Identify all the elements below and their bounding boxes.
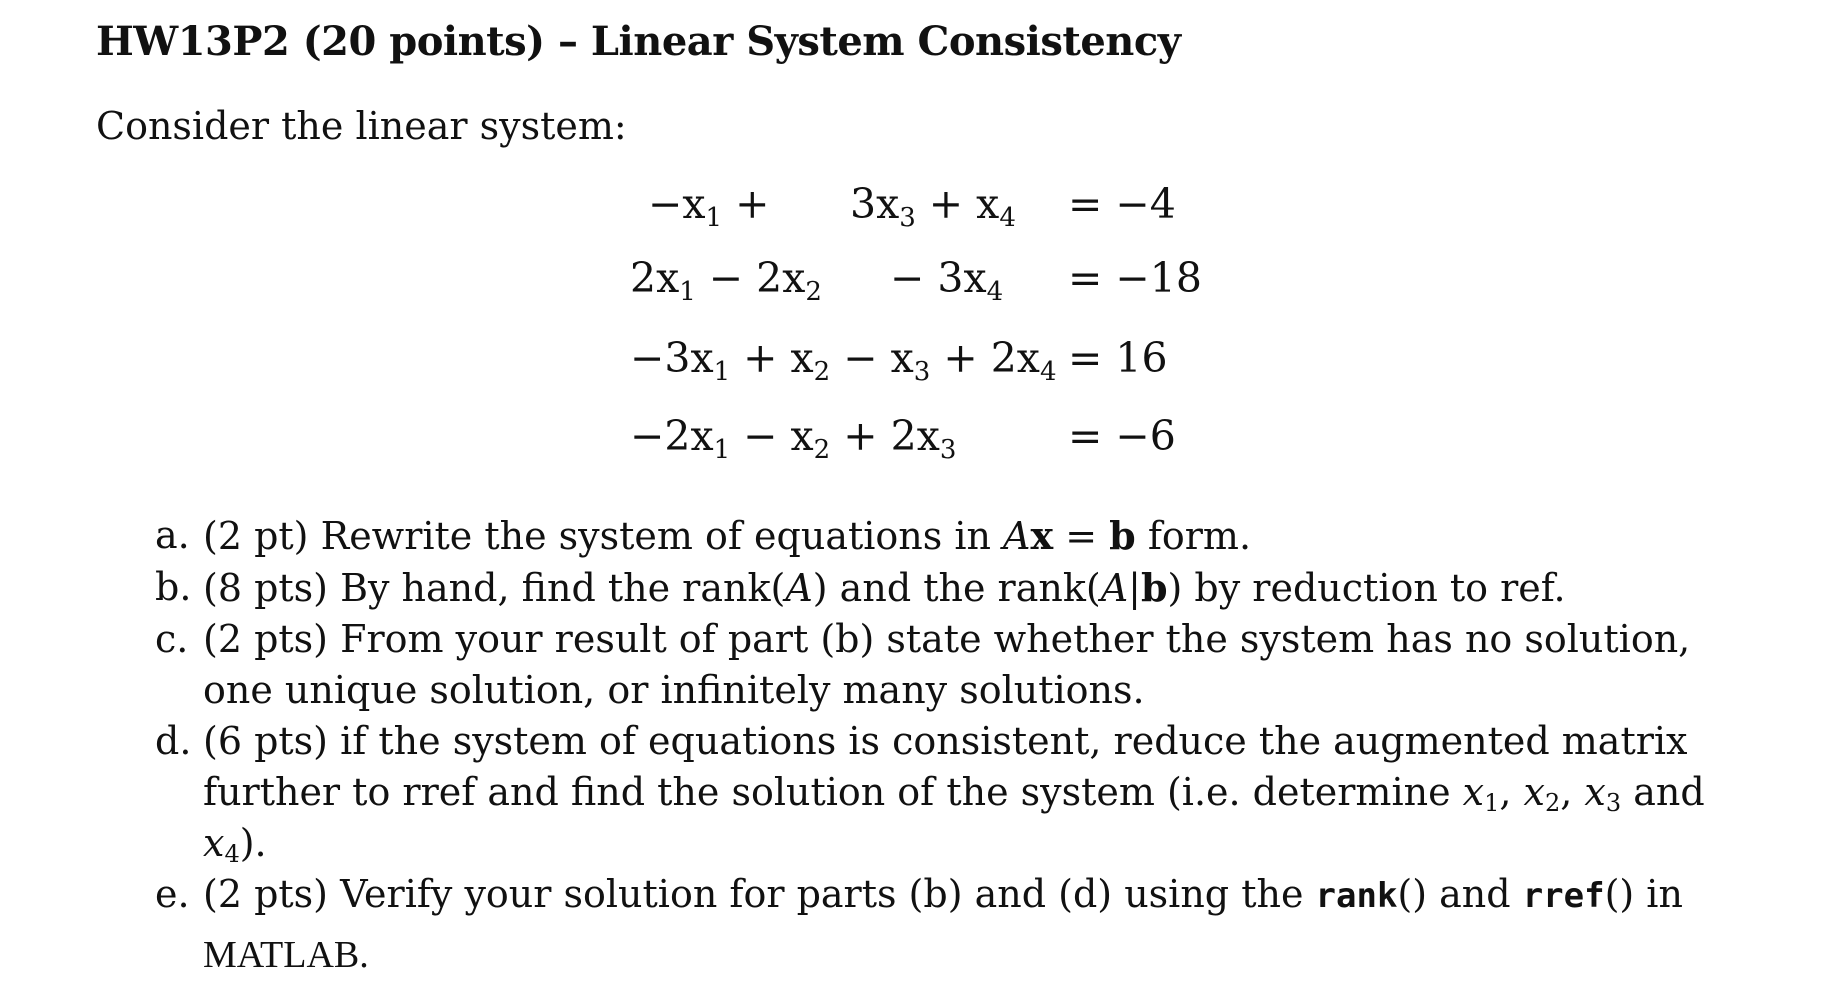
eq1-term3-text: 3x: [850, 180, 900, 228]
part-d-variables: [1462, 770, 1622, 817]
part-d-x2: x: [1523, 770, 1545, 814]
part-d-text-1: (6 pts) if the system of equations is consistent, reduce the augmented matrix further to rref and find the solution of the system (i.e. determine: [203, 719, 1688, 814]
part-d: [155, 716, 1715, 869]
part-b-text-1: (8 pts) By hand, find the rank(: [203, 566, 786, 610]
eq2-rhs: = −18: [1068, 254, 1202, 302]
part-a-text-2: form.: [1135, 514, 1252, 558]
rank-function-code: rank: [1315, 876, 1398, 916]
part-b: [155, 562, 1715, 614]
equation-4: [630, 412, 1200, 468]
part-d-x3-sub: 3: [1605, 789, 1622, 817]
eq3-term4-text: + 2x: [930, 334, 1040, 382]
eq4-term1-sub: 1: [713, 435, 731, 465]
part-c-label: c.: [155, 617, 189, 661]
eq3-term2-text: + x: [730, 334, 814, 382]
eq3-term1-text: −3x: [630, 334, 714, 382]
part-d-x1-sub: 1: [1484, 789, 1500, 817]
question-parts: [155, 510, 1715, 981]
part-e-text-3: () in: [1604, 872, 1683, 916]
eq3-term3-sub: 3: [913, 357, 931, 387]
eq2-term1-text: 2x: [630, 254, 680, 302]
part-d-label: d.: [155, 719, 192, 763]
eq3-term2-sub: 2: [813, 357, 831, 387]
part-e-text-1: (2 pts) Verify your solution for parts (b) and (d) using the: [203, 872, 1316, 916]
part-d-x3: x: [1584, 770, 1606, 814]
part-d-comma-2: ,: [1560, 770, 1585, 814]
part-e-matlab: MATLAB.: [203, 934, 369, 976]
equation-1: [640, 180, 1200, 236]
eq1-term1-text: −x: [648, 180, 706, 228]
part-e-label: e.: [155, 872, 190, 916]
eq4-term2-text: − x: [730, 412, 814, 460]
eq4-lhs: [630, 412, 957, 465]
part-d-variable-4: [203, 821, 240, 868]
part-e-text-2: () and: [1397, 872, 1523, 916]
eq4-rhs: = −6: [1068, 412, 1176, 460]
part-d-x2-sub: 2: [1544, 789, 1561, 817]
part-d-x4-sub: 4: [224, 840, 240, 868]
eq1-rhs: = −4: [1068, 180, 1176, 228]
part-e: [155, 869, 1715, 922]
part-d-x4: x: [203, 821, 225, 865]
eq4-term3-sub: 3: [939, 435, 957, 465]
part-c: [155, 614, 1715, 716]
eq1-term4-text: + x: [915, 180, 1000, 228]
eq3-term3-text: − x: [830, 334, 914, 382]
equation-3: [630, 334, 1200, 390]
eq2-term4-text: − 3x: [890, 254, 987, 302]
eq3-term1-sub: 1: [713, 357, 731, 387]
rref-function-code: rref: [1522, 876, 1605, 916]
page-title: HW13P2 (20 points) – Linear System Consistency: [96, 18, 1181, 65]
eq1-term4-sub: 4: [999, 203, 1016, 233]
eq1-term3: [850, 180, 1016, 233]
equation-2: [630, 254, 1202, 310]
part-c-text: (2 pts) From your result of part (b) state whether the system has no solution, one unique solution, or infinitely many solutions.: [203, 617, 1691, 712]
part-b-text-2: ) and the rank(: [812, 566, 1101, 610]
part-d-comma-1: ,: [1499, 770, 1524, 814]
part-a-label: a.: [155, 513, 190, 557]
eq2-term1-sub: 1: [679, 277, 696, 307]
part-b-augmented-A: A: [1100, 566, 1129, 610]
part-a-equals: =: [1053, 514, 1110, 558]
part-d-x1: x: [1462, 770, 1485, 814]
eq3-lhs: [630, 334, 1057, 387]
part-b-text-3: ) by reduction to ref.: [1167, 566, 1566, 610]
eq4-term2-sub: 2: [813, 435, 831, 465]
part-a-vector-x: x: [1030, 513, 1054, 558]
part-a-text-1: (2 pt) Rewrite the system of equations in: [203, 514, 1004, 558]
eq1-term3-sub: 3: [899, 203, 916, 233]
eq2-term2-sub: 2: [805, 277, 822, 307]
part-a: [155, 510, 1715, 562]
eq2-term4: [890, 254, 1004, 307]
intro-text: Consider the linear system:: [96, 104, 627, 148]
eq2-term2-text: − 2x: [695, 254, 806, 302]
eq1-term1: [648, 180, 770, 233]
part-b-vector-b: b: [1140, 565, 1168, 610]
part-a-vector-b: b: [1109, 513, 1136, 558]
part-b-bar: |: [1128, 566, 1141, 610]
eq3-rhs: = 16: [1068, 334, 1168, 382]
eq2-term4-sub: 4: [986, 277, 1004, 307]
eq2-lhs: [630, 254, 822, 307]
eq3-term4-sub: 4: [1039, 357, 1057, 387]
eq4-term1-text: −2x: [630, 412, 714, 460]
part-d-text-2: ).: [239, 821, 267, 865]
eq1-plus: +: [722, 180, 770, 228]
eq4-term3-text: + 2x: [830, 412, 940, 460]
part-a-matrix-A: A: [1003, 514, 1031, 558]
part-b-label: b.: [155, 565, 192, 609]
part-d-and: and: [1621, 770, 1705, 814]
part-b-matrix-A: A: [785, 566, 813, 610]
eq1-term1-sub: 1: [705, 203, 723, 233]
